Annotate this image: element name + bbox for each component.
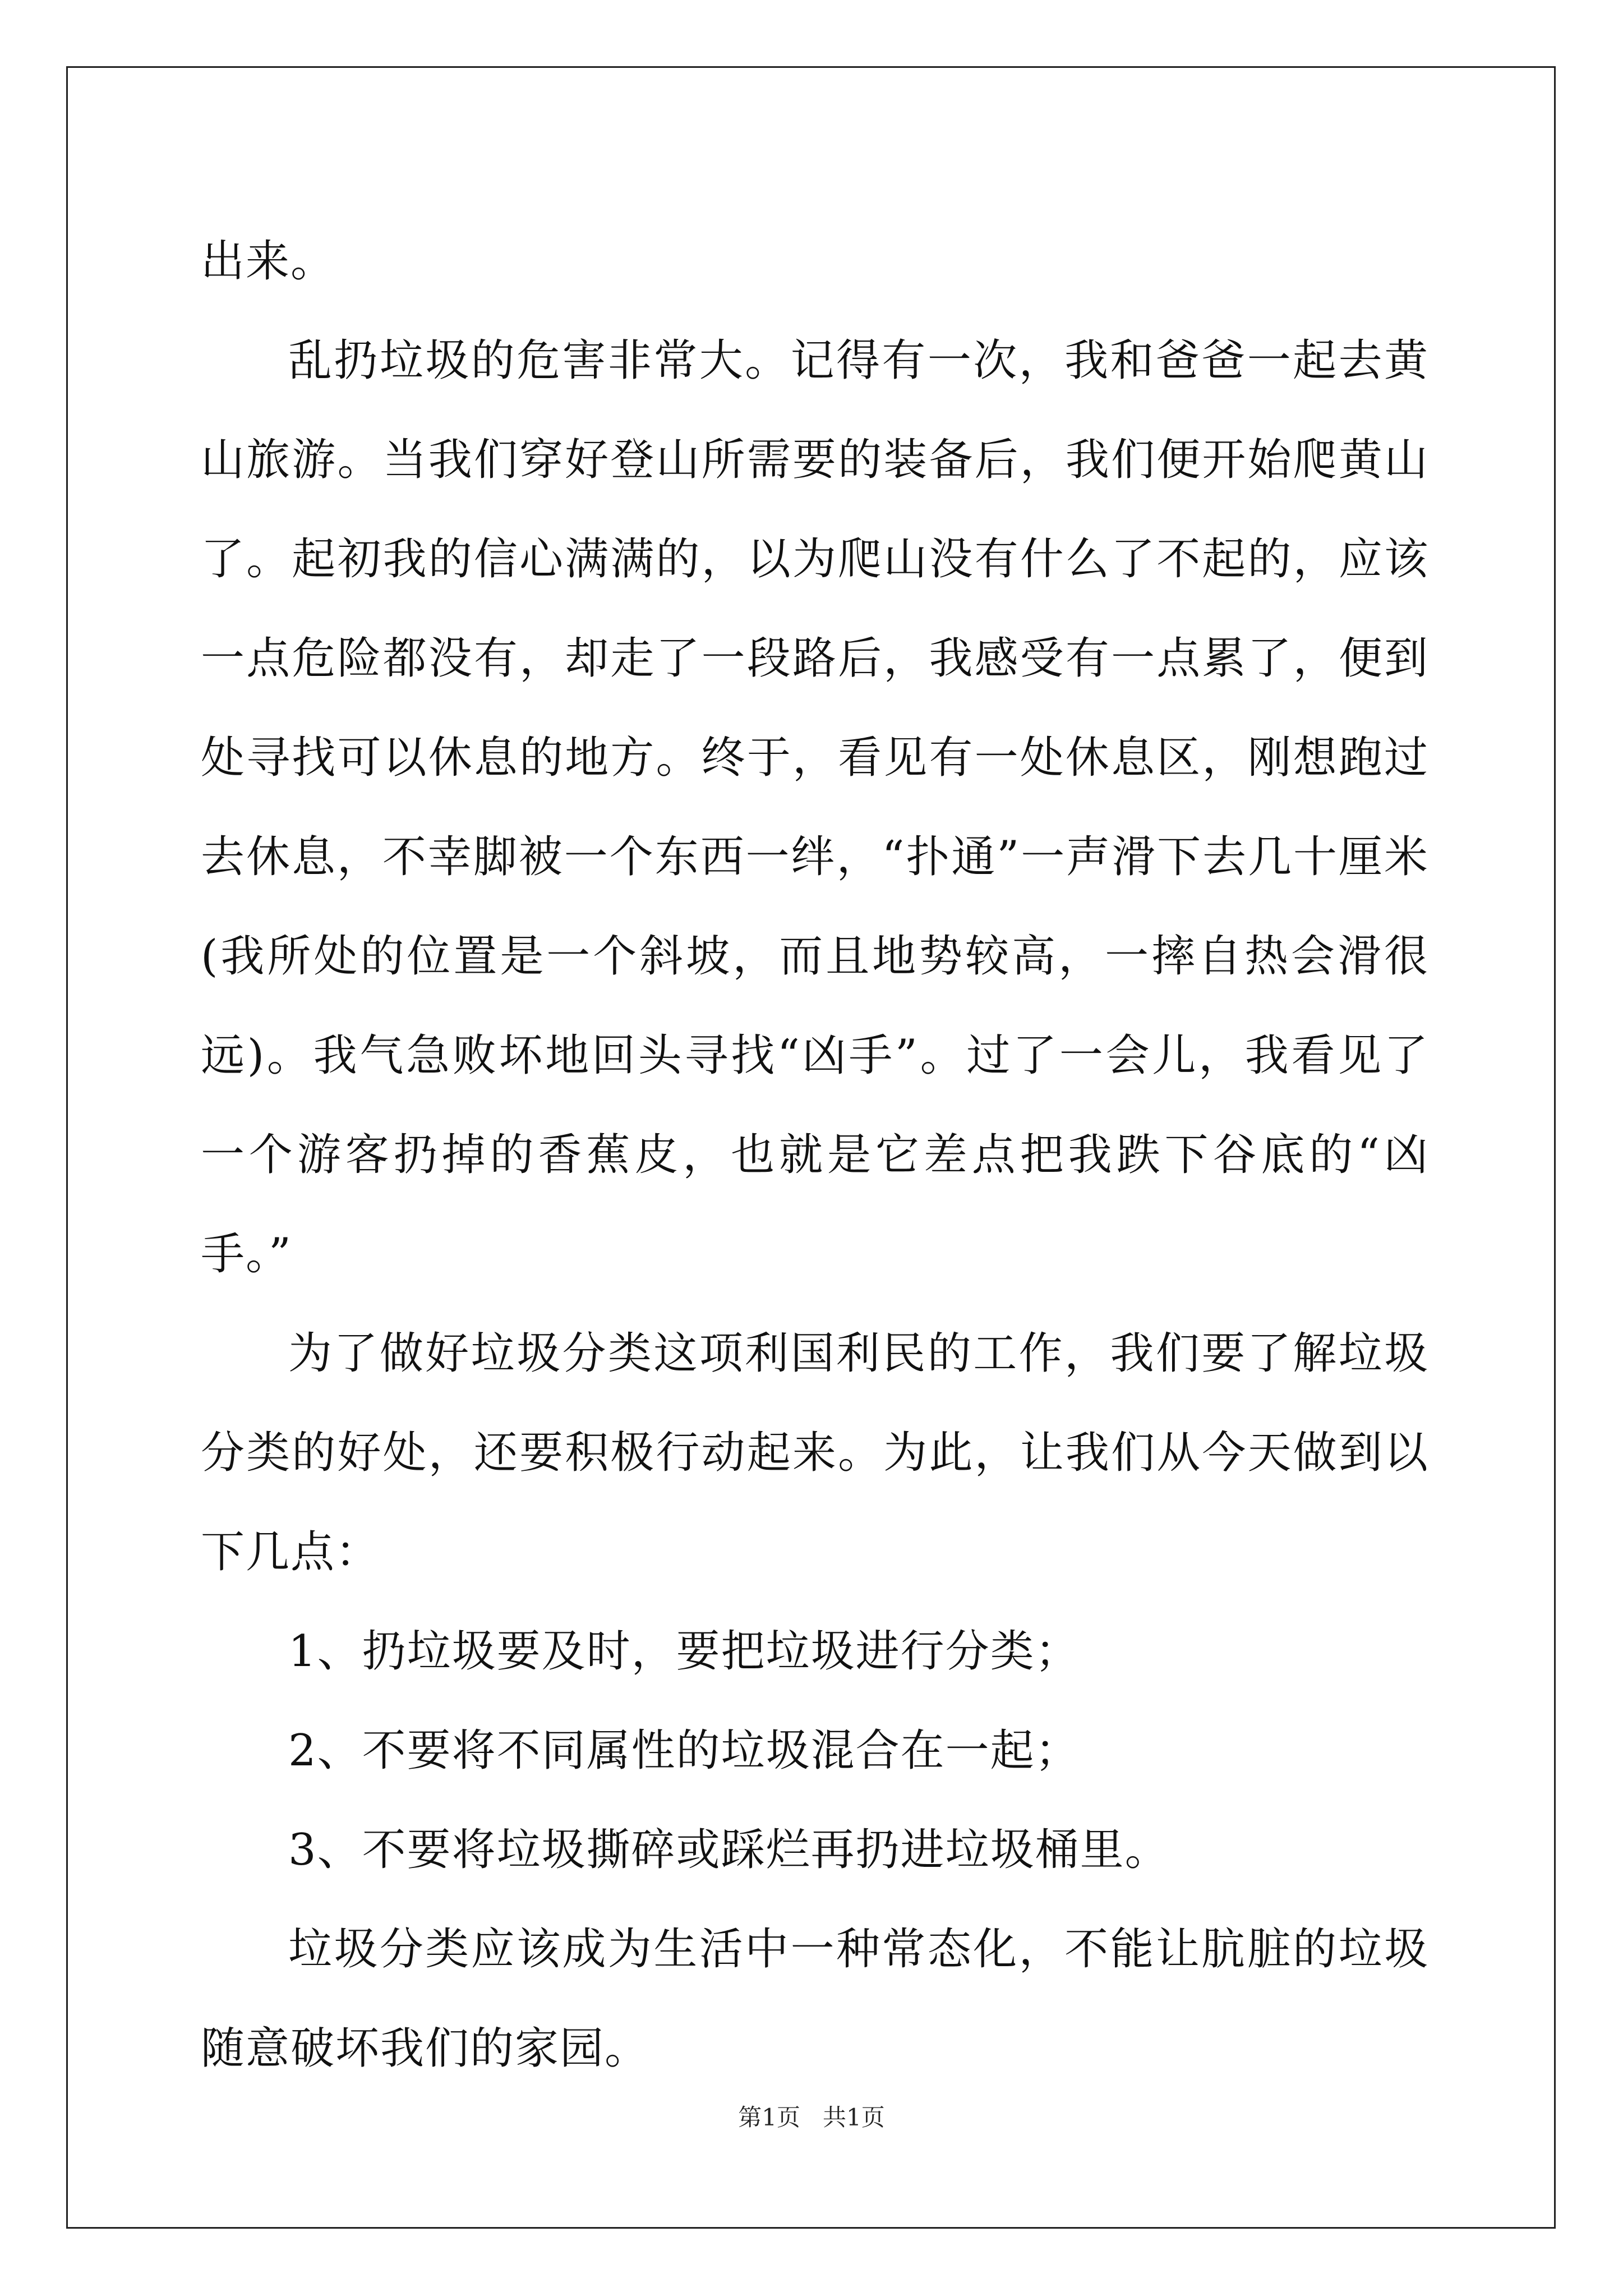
paragraph-continuation: 出来。 <box>201 236 336 287</box>
paragraph-call-to-action: 为了做好垃圾分类这项利国利民的工作，我们要了解垃圾分类的好处，还要积极行动起来。为此，让我们从今天做到以下几点： <box>201 1328 1429 1577</box>
paragraph-conclusion: 垃圾分类应该成为生活中一种常态化，不能让肮脏的垃圾随意破坏我们的家园。 <box>201 1924 1429 2074</box>
list-item-3: 3、不要将垃圾撕碎或踩烂再扔进垃圾桶里。 <box>288 1825 1170 1875</box>
document-body <box>201 212 1429 2099</box>
paragraph-anecdote: 乱扔垃圾的危害非常大。记得有一次，我和爸爸一起去黄山旅游。当我们穿好登山所需要的装备后，我们便开始爬黄山了。起初我的信心满满的，以为爬山没有什么了不起的，应该一点危险都没有，却走了一段路后，我感受有一点累了，便到处寻找可以休息的地方。终于，看见有一处休息区，刚想跑过去休息，不幸脚被一个东西一绊，“扑通”一声滑下去几十厘米(我所处的位置是一个斜坡，而且地势较高，一摔自热会滑很远)。我气急败坏地回头寻找“凶手”。过了一会儿，我看见了一个游客扔掉的香蕉皮，也就是它差点把我跌下谷底的“凶手。” <box>201 335 1429 1280</box>
page-total: 共1页 <box>823 2104 885 2131</box>
list-item-2: 2、不要将不同属性的垃圾混合在一起； <box>288 1726 1080 1776</box>
list-item-1: 1、扔垃圾要及时，要把垃圾进行分类； <box>288 1626 1080 1677</box>
page-footer <box>0 2101 1623 2134</box>
page-number: 第1页 <box>738 2104 800 2131</box>
